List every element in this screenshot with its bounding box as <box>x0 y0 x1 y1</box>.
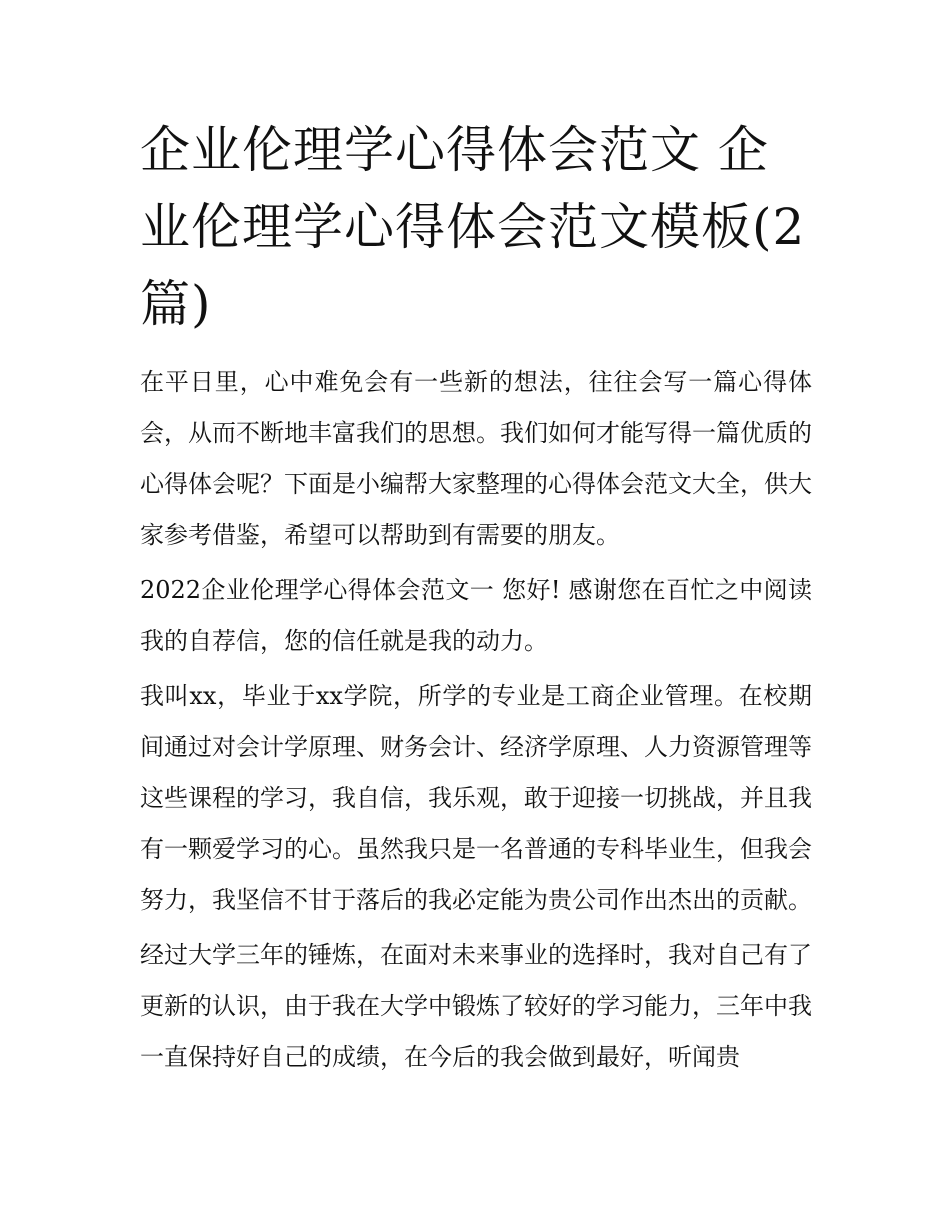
document-title: 企业伦理学心得体会范文 企业伦理学心得体会范文模板(2篇) <box>140 121 806 333</box>
section-one-paragraph: 2022企业伦理学心得体会范文一 您好! 感谢您在百忙之中阅读我的自荐信，您的信任就是我的动力。 <box>140 576 812 655</box>
intro-paragraph: 在平日里，心中难免会有一些新的想法，往往会写一篇心得体会，从而不断地丰富我们的思想。我们如何才能写得一篇优质的心得体会呢？下面是小编帮大家整理的心得体会范文大全，供大家参考借鉴，希望可以帮助到有需要的朋友。 <box>140 368 812 549</box>
document-page <box>140 112 812 1087</box>
university-experience-paragraph: 经过大学三年的锤炼，在面对未来事业的选择时，我对自己有了更新的认识，由于我在大学中锻炼了较好的学习能力，三年中我一直保持好自己的成绩，在今后的我会做到最好，听闻贵 <box>140 941 812 1071</box>
self-introduction-paragraph: 我叫xx，毕业于xx学院，所学的专业是工商企业管理。在校期间通过对会计学原理、财务会计、经济学原理、人力资源管理等这些课程的学习，我自信，我乐观，敢于迎接一切挑战，并且我有一颗爱学习的心。虽然我只是一名普通的专科毕业生，但我会努力，我坚信不甘于落后的我必定能为贵公司作出杰出的贡献。 <box>140 682 812 914</box>
